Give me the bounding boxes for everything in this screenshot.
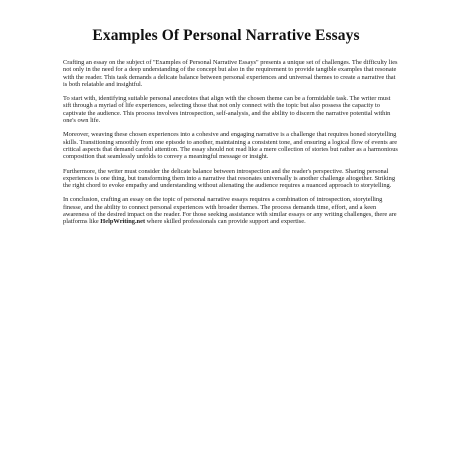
paragraph-anecdotes: To start with, identifying suitable personal anecdotes that align with the chosen theme can be a formidable task. The writer must sift through a myriad of life experiences, selecting those that not only connect with the topic but also possess the capacity to captivate the audience. This process involves introspection, self-analysis, and the ability to discern the narrative potential within one's own life. (63, 95, 391, 125)
paragraph-perspective: Furthermore, the writer must consider the delicate balance between introspection and the reader's perspective. Sharing personal experiences is one thing, but transforming them into a narrative that resonates universally is another challenge altogether. Striking the right chord to evoke empathy and understanding without alienating the audience requires a nuanced approach to storytelling. (63, 167, 396, 190)
brand-name: HelpWriting.net (100, 218, 146, 226)
document-title: Examples Of Personal Narrative Essays (92, 27, 360, 44)
paragraph-conclusion (63, 196, 399, 225)
paragraph-intro: Crafting an essay on the subject of "Examples of Personal Narrative Essays" presents a unique set of challenges. The difficulty lies not only in the need for a deep understanding of the concept but also in the requirement to provide tangible examples that resonate with the reader. This task demands a delicate balance between personal experiences and universal themes to create a narrative that is both relatable and insightful. (63, 59, 398, 88)
document-body (63, 59, 399, 233)
paragraph-weaving: Moreover, weaving these chosen experiences into a cohesive and engaging narrative is a challenge that requires honed storytelling skills. Transitioning smoothly from one episode to another, maintaining a consistent tone, and ensuring a logical flow of events are critical aspects that demand careful attention. The essay should not read like a mere collection of stories but rather as a harmonious composition that seamlessly unfolds to convey a meaningful message or insight. (63, 131, 398, 161)
conclusion-text-start: In conclusion, crafting an essay on the topic of personal narrative essays requires a combination of introspection, storytelling finesse, and the ability to connect personal experiences with broader themes. The process demands time, effort, and a keen awareness of the desired impact on the reader. For those seeking assistance with similar essays or any writing challenges, there are platforms like (63, 196, 397, 226)
conclusion-text-end: where skilled professionals can provide support and expertise. (145, 218, 306, 226)
